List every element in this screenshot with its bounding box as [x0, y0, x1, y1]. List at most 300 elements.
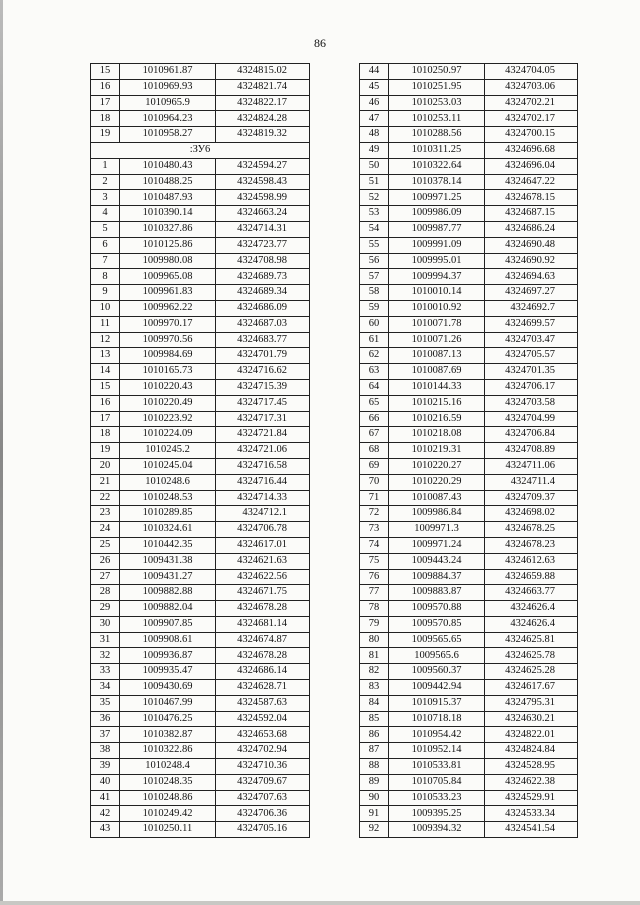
point-number-cell: 1 [91, 158, 120, 174]
point-number-cell: 48 [360, 127, 389, 143]
y-coordinate-cell: 4324709.37 [485, 490, 578, 506]
table-row [360, 237, 578, 253]
table-row [91, 648, 310, 664]
y-coordinate-cell: 4324700.15 [485, 127, 578, 143]
x-coordinate-cell: 1009971.3 [389, 522, 485, 538]
x-coordinate-cell: 1009908.61 [120, 632, 216, 648]
y-coordinate-cell: 4324824.28 [216, 111, 310, 127]
x-coordinate-cell: 1010248.35 [120, 774, 216, 790]
y-coordinate-cell: 4324594.27 [216, 158, 310, 174]
y-coordinate-cell: 4324671.75 [216, 585, 310, 601]
table-row [91, 553, 310, 569]
x-coordinate-cell: 1009394.32 [389, 822, 485, 838]
x-coordinate-cell: 1009431.38 [120, 553, 216, 569]
point-number-cell: 59 [360, 300, 389, 316]
table-row [360, 727, 578, 743]
point-number-cell: 76 [360, 569, 389, 585]
x-coordinate-cell: 1009431.27 [120, 569, 216, 585]
x-coordinate-cell: 1010476.25 [120, 711, 216, 727]
point-number-cell: 27 [91, 569, 120, 585]
x-coordinate-cell: 1010071.78 [389, 316, 485, 332]
x-coordinate-cell: 1010010.92 [389, 300, 485, 316]
x-coordinate-cell: 1010382.87 [120, 727, 216, 743]
x-coordinate-cell: 1010216.59 [389, 411, 485, 427]
point-number-cell: 7 [91, 253, 120, 269]
x-coordinate-cell: 1010378.14 [389, 174, 485, 190]
point-number-cell: 42 [91, 806, 120, 822]
point-number-cell: 78 [360, 601, 389, 617]
table-row [360, 458, 578, 474]
x-coordinate-cell: 1010390.14 [120, 206, 216, 222]
table-row [360, 158, 578, 174]
point-number-cell: 92 [360, 822, 389, 838]
point-number-cell: 11 [91, 316, 120, 332]
x-coordinate-cell: 1010705.84 [389, 774, 485, 790]
table-row [360, 664, 578, 680]
x-coordinate-cell: 1009882.04 [120, 601, 216, 617]
x-coordinate-cell: 1010442.35 [120, 537, 216, 553]
table-row [91, 522, 310, 538]
point-number-cell: 2 [91, 174, 120, 190]
table-row [360, 111, 578, 127]
point-number-cell: 4 [91, 206, 120, 222]
table-row [360, 300, 578, 316]
x-coordinate-cell: 1010251.95 [389, 79, 485, 95]
point-number-cell: 57 [360, 269, 389, 285]
y-coordinate-cell: 4324678.25 [485, 522, 578, 538]
x-coordinate-cell: 1010322.64 [389, 158, 485, 174]
x-coordinate-cell: 1010533.23 [389, 790, 485, 806]
point-number-cell: 16 [91, 395, 120, 411]
x-coordinate-cell: 1010249.42 [120, 806, 216, 822]
coordinates-table-left [90, 63, 310, 838]
y-coordinate-cell: 4324706.36 [216, 806, 310, 822]
y-coordinate-cell: 4324716.58 [216, 458, 310, 474]
point-number-cell: 9 [91, 285, 120, 301]
y-coordinate-cell: 4324705.16 [216, 822, 310, 838]
y-coordinate-cell: 4324528.95 [485, 759, 578, 775]
y-coordinate-cell: 4324626.4 [485, 601, 578, 617]
x-coordinate-cell: 1010219.31 [389, 443, 485, 459]
y-coordinate-cell: 4324715.39 [216, 379, 310, 395]
table-row [360, 269, 578, 285]
y-coordinate-cell: 4324622.56 [216, 569, 310, 585]
table-row [360, 806, 578, 822]
point-number-cell: 26 [91, 553, 120, 569]
point-number-cell: 56 [360, 253, 389, 269]
y-coordinate-cell: 4324687.03 [216, 316, 310, 332]
point-number-cell: 85 [360, 711, 389, 727]
y-coordinate-cell: 4324707.63 [216, 790, 310, 806]
point-number-cell: 87 [360, 743, 389, 759]
x-coordinate-cell: 1009442.94 [389, 680, 485, 696]
point-number-cell: 49 [360, 142, 389, 158]
table-row [360, 474, 578, 490]
x-coordinate-cell: 1009995.01 [389, 253, 485, 269]
x-coordinate-cell: 1010087.69 [389, 364, 485, 380]
x-coordinate-cell: 1010071.26 [389, 332, 485, 348]
x-coordinate-cell: 1010958.27 [120, 127, 216, 143]
x-coordinate-cell: 1010218.08 [389, 427, 485, 443]
point-number-cell: 5 [91, 221, 120, 237]
y-coordinate-cell: 4324625.81 [485, 632, 578, 648]
table-row [91, 695, 310, 711]
table-row [360, 364, 578, 380]
y-coordinate-cell: 4324709.67 [216, 774, 310, 790]
point-number-cell: 36 [91, 711, 120, 727]
x-coordinate-cell: 1009962.22 [120, 300, 216, 316]
table-row [91, 379, 310, 395]
point-number-cell: 73 [360, 522, 389, 538]
x-coordinate-cell: 1010248.53 [120, 490, 216, 506]
scan-left-edge [0, 0, 3, 905]
x-coordinate-cell: 1009965.08 [120, 269, 216, 285]
table-row [91, 158, 310, 174]
x-coordinate-cell: 1009560.37 [389, 664, 485, 680]
x-coordinate-cell: 1010954.42 [389, 727, 485, 743]
x-coordinate-cell: 1009884.37 [389, 569, 485, 585]
point-number-cell: 61 [360, 332, 389, 348]
table-row [91, 585, 310, 601]
y-coordinate-cell: 4324617.01 [216, 537, 310, 553]
y-coordinate-cell: 4324696.68 [485, 142, 578, 158]
point-number-cell: 6 [91, 237, 120, 253]
point-number-cell: 52 [360, 190, 389, 206]
point-number-cell: 83 [360, 680, 389, 696]
table-row [91, 174, 310, 190]
point-number-cell: 81 [360, 648, 389, 664]
table-row [360, 522, 578, 538]
y-coordinate-cell: 4324690.92 [485, 253, 578, 269]
x-coordinate-cell: 1010245.2 [120, 443, 216, 459]
point-number-cell: 29 [91, 601, 120, 617]
x-coordinate-cell: 1009970.17 [120, 316, 216, 332]
table-row [91, 474, 310, 490]
y-coordinate-cell: 4324821.74 [216, 79, 310, 95]
table-row [360, 443, 578, 459]
table-row [360, 332, 578, 348]
x-coordinate-cell: 1010253.03 [389, 95, 485, 111]
point-number-cell: 91 [360, 806, 389, 822]
x-coordinate-cell: 1010248.4 [120, 759, 216, 775]
y-coordinate-cell: 4324598.43 [216, 174, 310, 190]
point-number-cell: 90 [360, 790, 389, 806]
y-coordinate-cell: 4324678.15 [485, 190, 578, 206]
point-number-cell: 39 [91, 759, 120, 775]
x-coordinate-cell: 1009986.09 [389, 206, 485, 222]
point-number-cell: 44 [360, 64, 389, 80]
y-coordinate-cell: 4324529.91 [485, 790, 578, 806]
x-coordinate-cell: 1009991.09 [389, 237, 485, 253]
y-coordinate-cell: 4324622.38 [485, 774, 578, 790]
y-coordinate-cell: 4324686.24 [485, 221, 578, 237]
x-coordinate-cell: 1009882.88 [120, 585, 216, 601]
table-row [91, 506, 310, 522]
y-coordinate-cell: 4324625.28 [485, 664, 578, 680]
point-number-cell: 22 [91, 490, 120, 506]
y-coordinate-cell: 4324703.58 [485, 395, 578, 411]
x-coordinate-cell: 1010324.61 [120, 522, 216, 538]
point-number-cell: 12 [91, 332, 120, 348]
y-coordinate-cell: 4324701.79 [216, 348, 310, 364]
point-number-cell: 74 [360, 537, 389, 553]
y-coordinate-cell: 4324704.99 [485, 411, 578, 427]
coordinates-table-right [359, 63, 578, 838]
y-coordinate-cell: 4324696.04 [485, 158, 578, 174]
y-coordinate-cell: 4324690.48 [485, 237, 578, 253]
point-number-cell: 30 [91, 616, 120, 632]
table-row [360, 585, 578, 601]
x-coordinate-cell: 1010125.86 [120, 237, 216, 253]
point-number-cell: 60 [360, 316, 389, 332]
x-coordinate-cell: 1010322.86 [120, 743, 216, 759]
x-coordinate-cell: 1010533.81 [389, 759, 485, 775]
point-number-cell: 69 [360, 458, 389, 474]
y-coordinate-cell: 4324815.02 [216, 64, 310, 80]
table-row [360, 79, 578, 95]
table-row [360, 648, 578, 664]
table-row [360, 127, 578, 143]
y-coordinate-cell: 4324710.36 [216, 759, 310, 775]
y-coordinate-cell: 4324533.34 [485, 806, 578, 822]
x-coordinate-cell: 1009430.69 [120, 680, 216, 696]
x-coordinate-cell: 1010969.93 [120, 79, 216, 95]
table-row [91, 711, 310, 727]
x-coordinate-cell: 1010488.25 [120, 174, 216, 190]
y-coordinate-cell: 4324712.1 [216, 506, 310, 522]
y-coordinate-cell: 4324723.77 [216, 237, 310, 253]
y-coordinate-cell: 4324625.78 [485, 648, 578, 664]
y-coordinate-cell: 4324704.05 [485, 64, 578, 80]
x-coordinate-cell: 1010144.33 [389, 379, 485, 395]
point-number-cell: 33 [91, 664, 120, 680]
x-coordinate-cell: 1010220.43 [120, 379, 216, 395]
point-number-cell: 77 [360, 585, 389, 601]
point-number-cell: 3 [91, 190, 120, 206]
table-row [91, 427, 310, 443]
table-row [360, 601, 578, 617]
point-number-cell: 55 [360, 237, 389, 253]
y-coordinate-cell: 4324686.14 [216, 664, 310, 680]
table-row [360, 206, 578, 222]
y-coordinate-cell: 4324708.98 [216, 253, 310, 269]
x-coordinate-cell: 1010915.37 [389, 695, 485, 711]
x-coordinate-cell: 1009570.88 [389, 601, 485, 617]
point-number-cell: 65 [360, 395, 389, 411]
point-number-cell: 17 [91, 411, 120, 427]
x-coordinate-cell: 1010487.93 [120, 190, 216, 206]
point-number-cell: 58 [360, 285, 389, 301]
y-coordinate-cell: 4324587.63 [216, 695, 310, 711]
table-row [91, 727, 310, 743]
point-number-cell: 32 [91, 648, 120, 664]
table-row [91, 759, 310, 775]
x-coordinate-cell: 1010087.43 [389, 490, 485, 506]
point-number-cell: 18 [91, 427, 120, 443]
table-row [91, 490, 310, 506]
point-number-cell: 50 [360, 158, 389, 174]
scan-bottom-edge [0, 901, 640, 905]
y-coordinate-cell: 4324822.17 [216, 95, 310, 111]
table-row [360, 632, 578, 648]
point-number-cell: 41 [91, 790, 120, 806]
table-row [360, 190, 578, 206]
table-row [360, 616, 578, 632]
x-coordinate-cell: 1009570.85 [389, 616, 485, 632]
table-row [91, 774, 310, 790]
x-coordinate-cell: 1010289.85 [120, 506, 216, 522]
x-coordinate-cell: 1009984.69 [120, 348, 216, 364]
x-coordinate-cell: 1010220.27 [389, 458, 485, 474]
table-row [91, 300, 310, 316]
point-number-cell: 40 [91, 774, 120, 790]
table-row [91, 616, 310, 632]
y-coordinate-cell: 4324626.4 [485, 616, 578, 632]
table-row [91, 127, 310, 143]
x-coordinate-cell: 1010223.92 [120, 411, 216, 427]
y-coordinate-cell: 4324663.77 [485, 585, 578, 601]
table-row [91, 111, 310, 127]
table-row [360, 711, 578, 727]
x-coordinate-cell: 1009395.25 [389, 806, 485, 822]
y-coordinate-cell: 4324701.35 [485, 364, 578, 380]
x-coordinate-cell: 1010165.73 [120, 364, 216, 380]
x-coordinate-cell: 1009907.85 [120, 616, 216, 632]
table-row [91, 237, 310, 253]
x-coordinate-cell: 1010248.6 [120, 474, 216, 490]
x-coordinate-cell: 1010327.86 [120, 221, 216, 237]
table-row [91, 443, 310, 459]
y-coordinate-cell: 4324706.17 [485, 379, 578, 395]
x-coordinate-cell: 1009936.87 [120, 648, 216, 664]
table-row [91, 601, 310, 617]
table-row [91, 190, 310, 206]
y-coordinate-cell: 4324686.09 [216, 300, 310, 316]
table-row [360, 774, 578, 790]
x-coordinate-cell: 1010220.49 [120, 395, 216, 411]
y-coordinate-cell: 4324674.87 [216, 632, 310, 648]
table-row [360, 95, 578, 111]
x-coordinate-cell: 1010250.97 [389, 64, 485, 80]
point-number-cell: 8 [91, 269, 120, 285]
table-row [91, 221, 310, 237]
x-coordinate-cell: 1010250.11 [120, 822, 216, 838]
table-row [91, 348, 310, 364]
point-number-cell: 70 [360, 474, 389, 490]
x-coordinate-cell: 1009994.37 [389, 269, 485, 285]
table-row [360, 253, 578, 269]
point-number-cell: 23 [91, 506, 120, 522]
x-coordinate-cell: 1010215.16 [389, 395, 485, 411]
y-coordinate-cell: 4324714.33 [216, 490, 310, 506]
table-row [91, 364, 310, 380]
x-coordinate-cell: 1010480.43 [120, 158, 216, 174]
y-coordinate-cell: 4324721.06 [216, 443, 310, 459]
point-number-cell: 20 [91, 458, 120, 474]
point-number-cell: 18 [91, 111, 120, 127]
y-coordinate-cell: 4324702.21 [485, 95, 578, 111]
table-row [91, 285, 310, 301]
table-row [91, 79, 310, 95]
point-number-cell: 80 [360, 632, 389, 648]
table-row [91, 253, 310, 269]
point-number-cell: 17 [91, 95, 120, 111]
y-coordinate-cell: 4324711.06 [485, 458, 578, 474]
y-coordinate-cell: 4324819.32 [216, 127, 310, 143]
x-coordinate-cell: 1010253.11 [389, 111, 485, 127]
table-row [360, 680, 578, 696]
y-coordinate-cell: 4324663.24 [216, 206, 310, 222]
y-coordinate-cell: 4324628.71 [216, 680, 310, 696]
table-row [91, 332, 310, 348]
table-row [360, 490, 578, 506]
y-coordinate-cell: 4324541.54 [485, 822, 578, 838]
table-row [91, 632, 310, 648]
point-number-cell: 31 [91, 632, 120, 648]
x-coordinate-cell: 1010010.14 [389, 285, 485, 301]
table-row [91, 411, 310, 427]
x-coordinate-cell: 1009986.84 [389, 506, 485, 522]
y-coordinate-cell: 4324598.99 [216, 190, 310, 206]
x-coordinate-cell: 1009971.24 [389, 537, 485, 553]
table-row [360, 743, 578, 759]
point-number-cell: 25 [91, 537, 120, 553]
table-row [91, 806, 310, 822]
y-coordinate-cell: 4324716.44 [216, 474, 310, 490]
y-coordinate-cell: 4324647.22 [485, 174, 578, 190]
page-number: 86 [314, 36, 326, 50]
point-number-cell: 62 [360, 348, 389, 364]
table-row [91, 206, 310, 222]
point-number-cell: 68 [360, 443, 389, 459]
point-number-cell: 16 [91, 79, 120, 95]
point-number-cell: 51 [360, 174, 389, 190]
table-row [91, 269, 310, 285]
y-coordinate-cell: 4324694.63 [485, 269, 578, 285]
table-row [360, 174, 578, 190]
point-number-cell: 43 [91, 822, 120, 838]
point-number-cell: 82 [360, 664, 389, 680]
x-coordinate-cell: 1010245.04 [120, 458, 216, 474]
y-coordinate-cell: 4324708.89 [485, 443, 578, 459]
y-coordinate-cell: 4324689.73 [216, 269, 310, 285]
table-row [360, 759, 578, 775]
y-coordinate-cell: 4324721.84 [216, 427, 310, 443]
x-coordinate-cell: 1010224.09 [120, 427, 216, 443]
x-coordinate-cell: 1009935.47 [120, 664, 216, 680]
point-number-cell: 47 [360, 111, 389, 127]
y-coordinate-cell: 4324703.06 [485, 79, 578, 95]
x-coordinate-cell: 1009961.83 [120, 285, 216, 301]
point-number-cell: 15 [91, 64, 120, 80]
x-coordinate-cell: 1009443.24 [389, 553, 485, 569]
point-number-cell: 64 [360, 379, 389, 395]
y-coordinate-cell: 4324678.23 [485, 537, 578, 553]
x-coordinate-cell: 1009565.65 [389, 632, 485, 648]
y-coordinate-cell: 4324702.17 [485, 111, 578, 127]
table-row [91, 822, 310, 838]
y-coordinate-cell: 4324824.84 [485, 743, 578, 759]
y-coordinate-cell: 4324653.68 [216, 727, 310, 743]
x-coordinate-cell: 1009971.25 [389, 190, 485, 206]
table-row [91, 316, 310, 332]
y-coordinate-cell: 4324689.34 [216, 285, 310, 301]
y-coordinate-cell: 4324822.01 [485, 727, 578, 743]
x-coordinate-cell: 1010087.13 [389, 348, 485, 364]
x-coordinate-cell: 1009565.6 [389, 648, 485, 664]
point-number-cell: 28 [91, 585, 120, 601]
x-coordinate-cell: 1010311.25 [389, 142, 485, 158]
